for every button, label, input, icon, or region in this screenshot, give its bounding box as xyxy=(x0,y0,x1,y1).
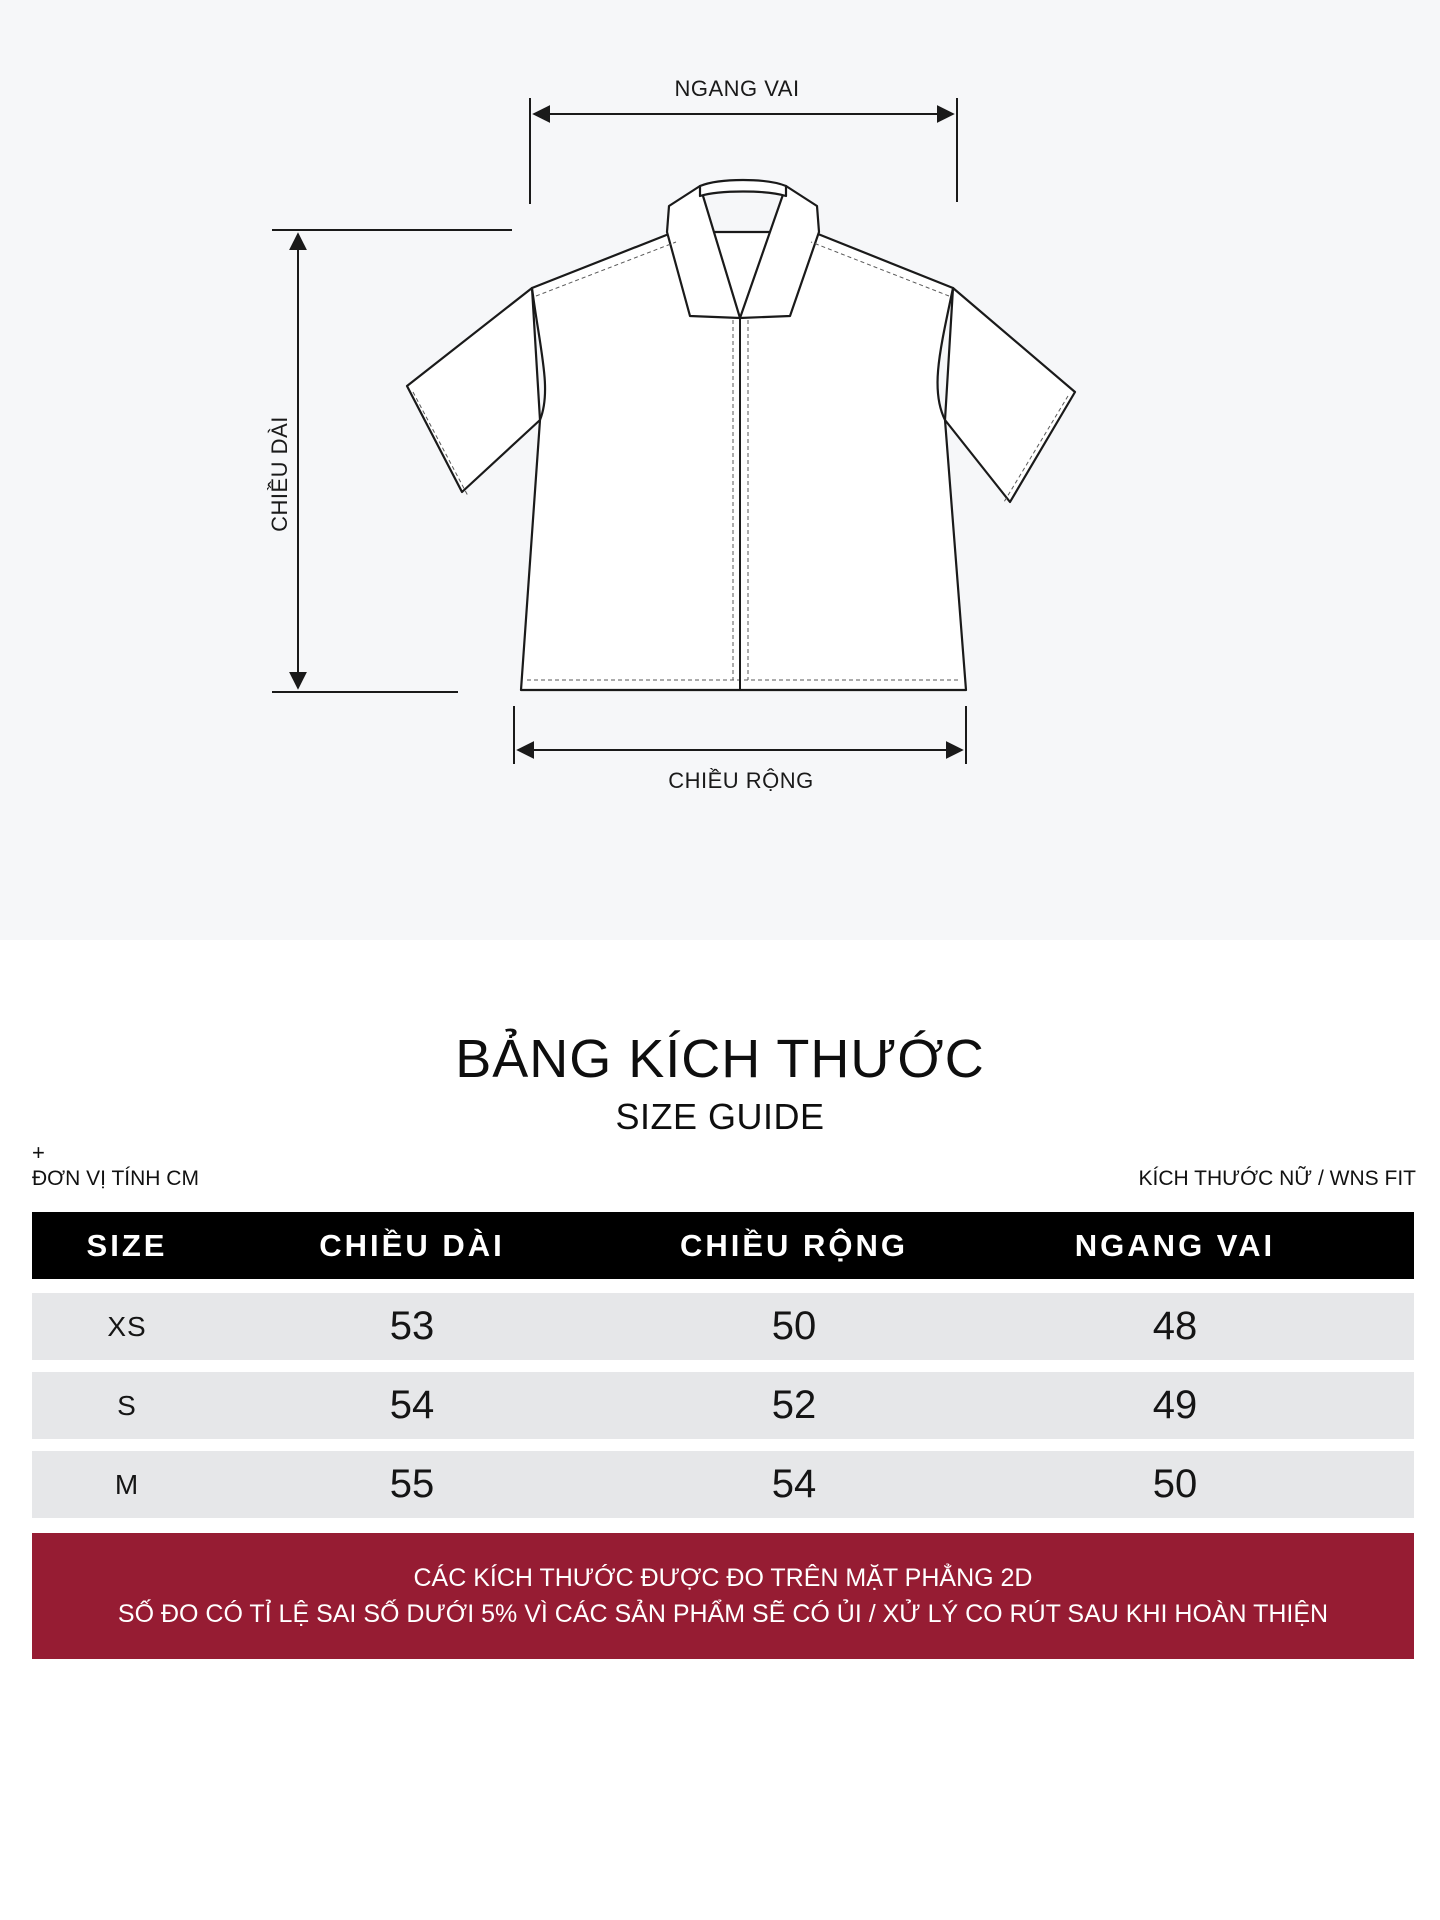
length-cell: 55 xyxy=(389,1462,435,1506)
column-header-length: CHIỀU DÀI xyxy=(319,1227,505,1263)
plus-mark: + xyxy=(32,1140,45,1165)
column-header-shoulder: NGANG VAI xyxy=(1074,1227,1276,1263)
shoulder-cell: 49 xyxy=(1152,1383,1198,1427)
size-cell: XS xyxy=(107,1310,147,1342)
diagram-panel xyxy=(0,0,1440,940)
table-row xyxy=(32,1372,1414,1439)
shoulder-cell: 50 xyxy=(1152,1462,1198,1506)
size-cell: S xyxy=(117,1389,137,1421)
column-header-width: CHIỀU RỘNG xyxy=(679,1227,909,1263)
page-title: BẢNG KÍCH THƯỚC xyxy=(455,1029,985,1089)
length-cell: 53 xyxy=(389,1304,435,1348)
width-dimension xyxy=(514,706,966,764)
table-row xyxy=(32,1293,1414,1360)
unit-note: ĐƠN VỊ TÍNH CM xyxy=(32,1167,199,1190)
notice-line-1: CÁC KÍCH THƯỚC ĐƯỢC ĐO TRÊN MẶT PHẲNG 2D xyxy=(413,1564,1033,1592)
shoulder-cell: 48 xyxy=(1152,1304,1198,1348)
width-cell: 50 xyxy=(771,1304,817,1348)
width-cell: 52 xyxy=(771,1383,817,1427)
fit-note: KÍCH THƯỚC NỮ / WNS FIT xyxy=(1138,1167,1416,1190)
width-cell: 54 xyxy=(771,1462,817,1506)
length-cell: 54 xyxy=(389,1383,435,1427)
size-cell: M xyxy=(114,1468,140,1500)
size-table xyxy=(32,1212,1414,1530)
page-subtitle: SIZE GUIDE xyxy=(615,1096,825,1137)
table-header-row xyxy=(32,1212,1414,1279)
measurement-notice xyxy=(32,1533,1414,1659)
column-header-size: SIZE xyxy=(86,1227,168,1263)
notice-line-2: SỐ ĐO CÓ TỈ LỆ SAI SỐ DƯỚI 5% VÌ CÁC SẢN PHẨM SẼ CÓ ỦI / XỬ LÝ CO RÚT SAU KHI HOÀN THIỆN xyxy=(117,1600,1329,1628)
width-label: CHIỀU RỘNG xyxy=(668,768,814,793)
table-row xyxy=(32,1451,1414,1518)
length-label: CHIỀU DÀI xyxy=(267,416,292,532)
shoulder-label: NGANG VAI xyxy=(674,76,800,101)
shirt-diagram xyxy=(0,0,1440,940)
